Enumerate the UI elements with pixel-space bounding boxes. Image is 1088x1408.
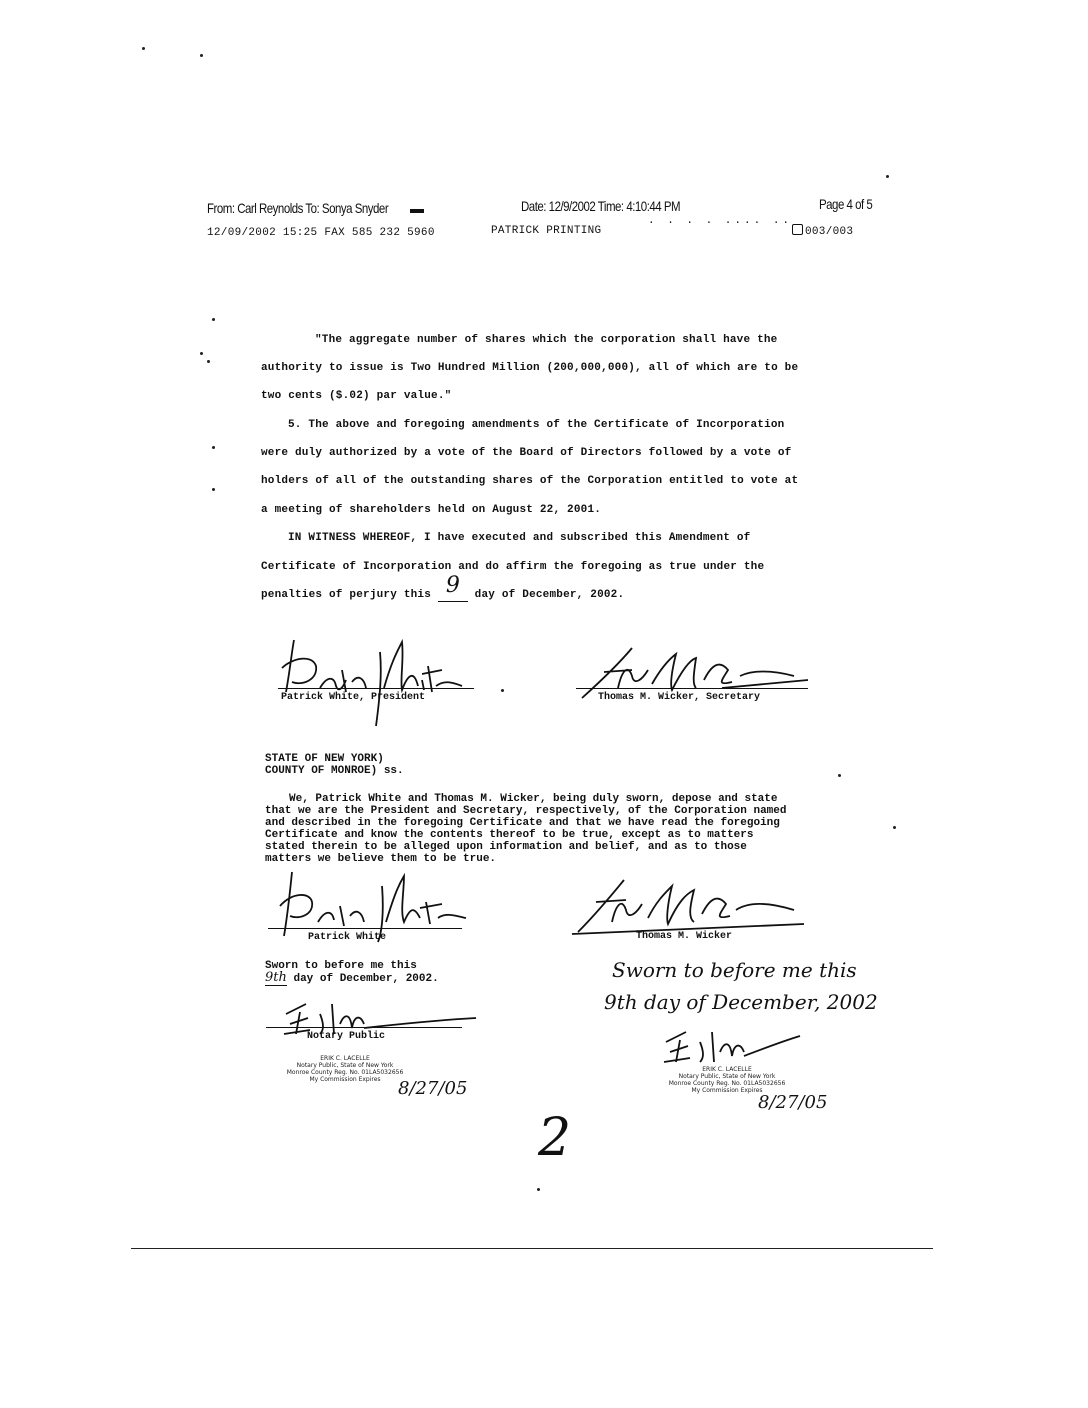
- fax-page-text: 003/003: [805, 226, 854, 238]
- handwritten-day-line: 9th day of December, 2002: [604, 990, 878, 1014]
- notary-stamp-left: [286, 1055, 404, 1083]
- body-line: Certificate of Incorporation and do affirm the foregoing as true under the: [261, 561, 765, 573]
- scan-speck: [893, 826, 896, 829]
- body-line: IN WITNESS WHEREOF, I have executed and subscribed this Amendment of: [288, 532, 751, 544]
- fax-page-count: Page 4 of 5: [819, 196, 873, 212]
- body-line: two cents ($.02) par value.": [261, 390, 452, 402]
- scan-speck: [207, 360, 210, 363]
- scan-speck: [200, 54, 203, 57]
- fax-machine-icon: [792, 224, 803, 235]
- handwritten-expiry-left: 8/27/05: [398, 1078, 468, 1099]
- stamp-line: Monroe County Reg. No. 01LA5032656: [668, 1080, 786, 1087]
- signature-patrick-white-oath: [270, 862, 480, 942]
- handwritten-sworn-line: Sworn to before me this: [612, 958, 857, 982]
- perjury-day-blank: [438, 573, 468, 602]
- scan-speck: [838, 774, 841, 777]
- scan-speck: [142, 47, 145, 50]
- president-caption: Patrick White, President: [281, 692, 426, 703]
- body-line: "The aggregate number of shares which the corporation shall have the: [315, 334, 778, 346]
- fax-dots: . . . . .... ..: [648, 215, 793, 227]
- handwritten-sworn-day: 9th: [265, 970, 287, 985]
- body-line: holders of all of the outstanding shares of the Corporation entitled to vote at: [261, 475, 799, 487]
- body-line: authority to issue is Two Hundred Million (200,000,000), all of which are to be: [261, 362, 799, 374]
- signature-line-president: [278, 688, 474, 689]
- white-caption: Patrick White: [308, 932, 387, 943]
- fax-company: PATRICK PRINTING: [491, 225, 602, 237]
- body-line: were duly authorized by a vote of the Board of Directors followed by a vote of: [261, 447, 792, 459]
- scan-speck: [212, 446, 215, 449]
- stamp-line: Notary Public, State of New York: [678, 1073, 776, 1080]
- scan-speck: [200, 352, 203, 355]
- wicker-caption: Thomas M. Wicker: [636, 931, 733, 942]
- oath-line: stated therein to be alleged upon information and belief, and as to those: [265, 841, 747, 853]
- stamp-line: ERIK C. LACELLE: [320, 1055, 370, 1062]
- notary-public-caption: Notary Public: [307, 1031, 386, 1042]
- stamp-line: My Commission Expires: [691, 1087, 763, 1094]
- handwritten-day: 9: [445, 573, 461, 598]
- signature-line-secretary: [576, 688, 808, 689]
- county-line: COUNTY OF MONROE) ss.: [265, 765, 404, 777]
- sworn-line: Sworn to before me this: [265, 960, 417, 972]
- scan-speck: [501, 689, 504, 692]
- bottom-rule: [131, 1248, 933, 1249]
- signature-line-white-oath: [268, 928, 462, 929]
- stamp-line: My Commission Expires: [309, 1076, 381, 1083]
- oath-line: matters we believe them to be true.: [265, 853, 497, 865]
- scan-speck: [212, 488, 215, 491]
- stamp-line: ERIK C. LACELLE: [702, 1066, 752, 1073]
- signature-notary-right: [660, 1022, 860, 1072]
- signature-line-notary-left: [266, 1027, 462, 1028]
- sworn-day-line: [265, 972, 439, 985]
- perjury-line: [261, 573, 625, 602]
- handwritten-expiry-right: 8/27/05: [758, 1092, 828, 1113]
- perjury-text-pre: penalties of perjury this: [261, 589, 432, 601]
- stamp-line: Notary Public, State of New York: [296, 1062, 394, 1069]
- oath-line: We, Patrick White and Thomas M. Wicker, being duly sworn, depose and state: [289, 793, 778, 805]
- body-line: 5. The above and foregoing amendments of the Certificate of Incorporation: [288, 419, 785, 431]
- body-line: a meeting of shareholders held on August 22, 2001.: [261, 504, 602, 516]
- fax-from-to: From: Carl Reynolds To: Sonya Snyder: [207, 200, 389, 216]
- sworn-day-rest: day of December, 2002.: [293, 973, 439, 985]
- scan-speck: [212, 318, 215, 321]
- fax-number-line: 12/09/2002 15:25 FAX 585 232 5960: [207, 227, 435, 239]
- notary-stamp-right: [668, 1066, 786, 1094]
- fax-date-time: Date: 12/9/2002 Time: 4:10:44 PM: [521, 198, 681, 214]
- scan-speck: [537, 1188, 540, 1191]
- fax-dash-mark: [410, 209, 424, 213]
- scan-speck: [886, 175, 889, 178]
- handwritten-page-mark: 2: [538, 1108, 572, 1168]
- signature-patrick-white: [272, 630, 492, 720]
- stamp-line: Monroe County Reg. No. 01LA5032656: [286, 1069, 404, 1076]
- oath-line: that we are the President and Secretary, respectively, of the Corporation named: [265, 805, 787, 817]
- oath-line: Certificate and know the contents thereof to be true, except as to matters: [265, 829, 754, 841]
- fax-page-number: [792, 224, 853, 238]
- oath-line: and described in the foregoing Certificate and that we have read the foregoing: [265, 817, 780, 829]
- perjury-text-post: day of December, 2002.: [474, 589, 625, 601]
- state-line: STATE OF NEW YORK): [265, 753, 384, 765]
- secretary-caption: Thomas M. Wicker, Secretary: [598, 692, 761, 703]
